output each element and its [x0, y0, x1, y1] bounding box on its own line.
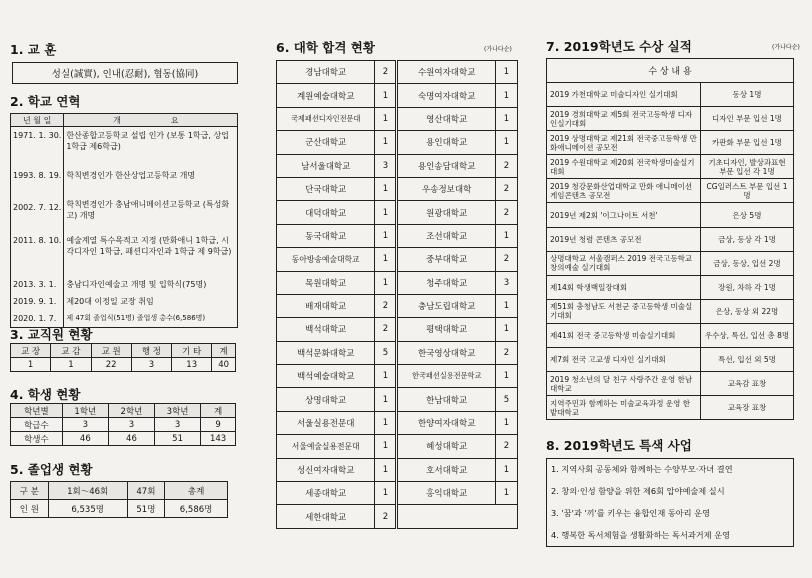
university-count: 1	[495, 224, 517, 247]
table-row	[11, 432, 236, 446]
history-date: 2002. 7. 12.	[11, 193, 64, 226]
award-prize: 은상, 동상 외 22명	[701, 299, 794, 323]
table-row	[547, 348, 794, 372]
award-event: 2019년 제2회 '이그나이트 서천'	[547, 203, 701, 227]
table-row	[547, 155, 794, 179]
students-header: 3학년	[155, 404, 201, 418]
university-name: 백석예술대학교	[277, 365, 375, 388]
right-column	[546, 0, 804, 578]
staff-header: 교 원	[91, 344, 131, 358]
motto-title: 1. 교 훈	[10, 42, 57, 57]
table-row	[11, 418, 236, 432]
university-name: 영산대학교	[397, 107, 495, 130]
history-event: 학칙변경인가 한산상업고등학교 개명	[64, 160, 238, 193]
history-date: 1993. 8. 19.	[11, 160, 64, 193]
awards-header: 수 상 내 용	[547, 59, 794, 83]
award-prize: 동상 1명	[701, 83, 794, 107]
university-name: 용인송담대학교	[397, 154, 495, 177]
project-item: 3. '꿈'과 '끼'를 키우는 융합인재 동아리 운영	[547, 503, 794, 525]
students-title: 4. 학생 현황	[10, 387, 81, 402]
students-header: 학년별	[11, 404, 63, 418]
university-name: 호서대학교	[397, 458, 495, 481]
university-count: 2	[495, 435, 517, 458]
award-prize: 디자인 부문 입선 1명	[701, 107, 794, 131]
table-row	[277, 131, 518, 154]
university-count: 1	[375, 131, 397, 154]
history-date: 1971. 1. 30.	[11, 127, 64, 160]
history-event: 제 47회 졸업식(51명) 졸업생 총수(6,586명)	[64, 310, 238, 328]
staff-header: 계	[212, 344, 236, 358]
project-item: 2. 창의·인성 함양을 위한 제6회 압야예술제 실시	[547, 481, 794, 503]
university-name: 조선대학교	[397, 224, 495, 247]
left-column	[10, 0, 242, 578]
university-count: 3	[375, 154, 397, 177]
table-row	[11, 293, 238, 310]
graduates-cell: 6,535명	[48, 500, 127, 518]
university-count: 3	[495, 271, 517, 294]
university-name: 백석대학교	[277, 318, 375, 341]
table-row	[277, 201, 518, 224]
table-row	[11, 193, 238, 226]
list-item	[547, 525, 794, 547]
students-cell: 학급수	[11, 418, 63, 432]
university-count: 1	[375, 458, 397, 481]
graduates-header: 총계	[165, 482, 228, 500]
students-cell: 46	[108, 432, 154, 446]
university-count: 1	[495, 365, 517, 388]
award-prize: 금상, 동상 각 1명	[701, 227, 794, 251]
university-count: 2	[495, 154, 517, 177]
award-prize: 카판화 부문 입선 1명	[701, 131, 794, 155]
award-event: 제14회 학생백일장대회	[547, 275, 701, 299]
university-name: 청주대학교	[397, 271, 495, 294]
table-row	[277, 482, 518, 505]
students-table	[10, 403, 236, 446]
university-count: 1	[375, 177, 397, 200]
students-cell: 3	[155, 418, 201, 432]
graduates-header: 1회～46회	[48, 482, 127, 500]
students-cell: 3	[108, 418, 154, 432]
university-name: 한국영상대학교	[397, 341, 495, 364]
university-name: 충남도립대학교	[397, 294, 495, 317]
staff-header-row	[11, 344, 236, 358]
staff-value: 40	[212, 358, 236, 372]
university-count: 1	[495, 411, 517, 434]
staff-value: 3	[131, 358, 171, 372]
university-count: 1	[495, 458, 517, 481]
award-event: 제51회 충청남도 서천군 중고등학생 미술실기대회	[547, 299, 701, 323]
award-event: 지역주민과 함께하는 미술교육과정 운영 한밭대학교	[547, 396, 701, 420]
table-row	[547, 251, 794, 275]
staff-value: 13	[172, 358, 212, 372]
awards-order-note: (가나다순)	[772, 44, 800, 51]
university-count: 2	[495, 201, 517, 224]
table-row	[11, 226, 238, 276]
table-row	[547, 203, 794, 227]
university-name: 경남대학교	[277, 61, 375, 84]
table-row	[277, 84, 518, 107]
university-count: 1	[375, 201, 397, 224]
university-count: 5	[495, 388, 517, 411]
university-name: 중부대학교	[397, 248, 495, 271]
history-event: 제20대 이정일 교장 취임	[64, 293, 238, 310]
staff-value: 22	[91, 358, 131, 372]
university-count: 1	[495, 318, 517, 341]
table-row	[277, 388, 518, 411]
table-row	[277, 458, 518, 481]
award-event: 상명대학교 서울캠퍼스 2019 전국고등학교 창의예술 실기대회	[547, 251, 701, 275]
history-event: 한산종합고등학교 설립 인가 (보통 1학급, 상업 1학급 제6학급)	[64, 127, 238, 160]
university-count: 1	[375, 435, 397, 458]
history-header-summary-2: 요	[143, 114, 238, 127]
students-cell: 51	[155, 432, 201, 446]
history-header-summary-1: 개	[64, 114, 143, 127]
university-name: 숙명여자대학교	[397, 84, 495, 107]
staff-title: 3. 교직원 현황	[10, 327, 93, 342]
university-order-note: (가나다순)	[484, 46, 512, 53]
motto-box: 성실(誠實), 인내(忍耐), 협동(協同)	[12, 62, 238, 84]
staff-values-row	[11, 358, 236, 372]
history-event: 충남디자인예술고 개명 및 입학식(75명)	[64, 276, 238, 293]
awards-header-row	[547, 59, 794, 83]
university-count: 1	[375, 224, 397, 247]
table-row	[547, 372, 794, 396]
table-row	[11, 127, 238, 160]
university-name: 대덕대학교	[277, 201, 375, 224]
university-count: 2	[375, 294, 397, 317]
students-header: 1학년	[62, 404, 108, 418]
university-name: 남서울대학교	[277, 154, 375, 177]
students-header-row	[11, 404, 236, 418]
history-date: 2020. 1. 7.	[11, 310, 64, 328]
award-prize: 특선, 입선 외 5명	[701, 348, 794, 372]
university-name: 서울실용전문대	[277, 411, 375, 434]
award-prize: 은상 5명	[701, 203, 794, 227]
graduates-cell: 6,586명	[165, 500, 228, 518]
university-name: 상명대학교	[277, 388, 375, 411]
university-count: 2	[495, 341, 517, 364]
university-name: 한양여자대학교	[397, 411, 495, 434]
university-name: 수원여자대학교	[397, 61, 495, 84]
graduates-cell: 인 원	[11, 500, 49, 518]
university-name: 목원대학교	[277, 271, 375, 294]
projects-title: 8. 2019학년도 특색 사업	[546, 438, 692, 453]
middle-column	[276, 0, 528, 578]
table-row	[547, 83, 794, 107]
graduates-values-row	[11, 500, 228, 518]
graduates-header-row	[11, 482, 228, 500]
graduates-title: 5. 졸업생 현황	[10, 462, 93, 477]
table-row	[277, 341, 518, 364]
university-name: 동국대학교	[277, 224, 375, 247]
history-date: 2013. 3. 1.	[11, 276, 64, 293]
awards-title: 7. 2019학년도 수상 실적	[546, 39, 692, 54]
staff-value: 1	[11, 358, 51, 372]
university-count: 1	[375, 107, 397, 130]
table-row	[277, 248, 518, 271]
table-row	[547, 299, 794, 323]
project-item: 1. 지역사회 공동체와 함께하는 수양부모·자녀 결연	[547, 459, 794, 481]
list-item	[547, 503, 794, 525]
staff-value: 1	[51, 358, 91, 372]
award-prize: 금상, 동상, 입선 2명	[701, 251, 794, 275]
university-name: 홍익대학교	[397, 482, 495, 505]
award-event: 2019 경희대학교 제5회 전국고등학생 디자인실기대회	[547, 107, 701, 131]
university-name	[397, 505, 495, 528]
university-name: 배재대학교	[277, 294, 375, 317]
table-row	[547, 323, 794, 347]
university-title: 6. 대학 합격 현황	[276, 40, 375, 55]
history-header-date: 년 월 일	[11, 114, 64, 127]
award-event: 제7회 전국 고교생 디자인 실기대회	[547, 348, 701, 372]
university-count: 2	[375, 505, 397, 528]
project-item: 4. 행복한 독서체험을 생활화하는 독서과거제 운영	[547, 525, 794, 547]
graduates-header: 47회	[127, 482, 165, 500]
award-prize: 기초디자인, 발상과표현 부문 입선 각 1명	[701, 155, 794, 179]
award-prize: CG일러스트 부문 입선 1명	[701, 179, 794, 203]
staff-header: 기 타	[172, 344, 212, 358]
university-name: 백석문화대학교	[277, 341, 375, 364]
list-item	[547, 459, 794, 481]
award-prize: 우수상, 특선, 입선 총 8명	[701, 323, 794, 347]
university-count: 2	[495, 177, 517, 200]
students-header: 계	[201, 404, 236, 418]
table-row	[11, 276, 238, 293]
students-cell: 46	[62, 432, 108, 446]
table-row	[547, 107, 794, 131]
students-cell: 3	[62, 418, 108, 432]
table-row	[547, 179, 794, 203]
table-row	[547, 396, 794, 420]
university-count: 5	[375, 341, 397, 364]
university-name: 용인대학교	[397, 131, 495, 154]
table-row	[547, 227, 794, 251]
students-cell: 143	[201, 432, 236, 446]
university-count: 1	[375, 365, 397, 388]
staff-table	[10, 343, 236, 372]
history-date: 2019. 9. 1.	[11, 293, 64, 310]
university-count: 2	[495, 248, 517, 271]
history-table	[10, 113, 238, 328]
award-event: 2019 수원대학교 제20회 전국학생미술실기대회	[547, 155, 701, 179]
university-count: 1	[495, 482, 517, 505]
table-row	[277, 154, 518, 177]
university-table	[276, 60, 518, 529]
university-name: 국제패션디자인전문대	[277, 107, 375, 130]
university-name: 원광대학교	[397, 201, 495, 224]
staff-header: 교 장	[11, 344, 51, 358]
projects-box	[546, 458, 794, 547]
university-name: 서울예술실용전문대	[277, 435, 375, 458]
table-row	[277, 107, 518, 130]
award-event: 2019 상명대학교 제21회 전국중고등학생 만화애니메이션 공모전	[547, 131, 701, 155]
university-count	[495, 505, 517, 528]
university-name: 세한대학교	[277, 505, 375, 528]
table-row	[547, 275, 794, 299]
university-count: 1	[495, 294, 517, 317]
university-name: 계원예술대학교	[277, 84, 375, 107]
graduates-table	[10, 481, 228, 518]
history-header-row	[11, 114, 238, 127]
list-item	[547, 481, 794, 503]
university-name: 동아방송예술대학교	[277, 248, 375, 271]
university-name: 혜성대학교	[397, 435, 495, 458]
university-name: 한국패션실용전문학교	[397, 365, 495, 388]
table-row	[277, 318, 518, 341]
university-name: 단국대학교	[277, 177, 375, 200]
university-name: 한남대학교	[397, 388, 495, 411]
table-row	[11, 160, 238, 193]
award-prize: 장원, 차하 각 1명	[701, 275, 794, 299]
university-name: 우송정보대학	[397, 177, 495, 200]
students-cell: 학생수	[11, 432, 63, 446]
university-name: 세종대학교	[277, 482, 375, 505]
university-name: 성신여자대학교	[277, 458, 375, 481]
history-event: 예술계열 특수목적고 지정 (만화애니 1학급, 시각디자인 1학급, 패션디자인과 1학급 제 9학급)	[64, 226, 238, 276]
table-row	[277, 411, 518, 434]
university-count: 1	[495, 131, 517, 154]
university-name: 평택대학교	[397, 318, 495, 341]
table-row	[547, 131, 794, 155]
university-name: 군산대학교	[277, 131, 375, 154]
history-event: 학칙변경인가 충남애니메이션고등학교 (특성화고) 개명	[64, 193, 238, 226]
university-count: 1	[375, 388, 397, 411]
table-row	[277, 61, 518, 84]
university-count: 2	[375, 318, 397, 341]
table-row	[277, 365, 518, 388]
table-row	[277, 224, 518, 247]
award-event: 2019 청소년의 달 친구 사랑주간 운영 한남대학교	[547, 372, 701, 396]
university-count: 1	[375, 271, 397, 294]
history-title: 2. 학교 연혁	[10, 94, 81, 109]
university-count: 1	[375, 84, 397, 107]
university-count: 1	[375, 411, 397, 434]
table-row	[277, 435, 518, 458]
award-event: 2019 청강문화산업대학교 만화 애니메이션 게임콘텐츠 공모전	[547, 179, 701, 203]
award-event: 2019년 청렴 콘텐츠 공모전	[547, 227, 701, 251]
table-row	[277, 294, 518, 317]
awards-table	[546, 58, 794, 420]
staff-header: 교 감	[51, 344, 91, 358]
table-row	[277, 271, 518, 294]
staff-header: 행 정	[131, 344, 171, 358]
graduates-cell: 51명	[127, 500, 165, 518]
history-date: 2011. 8. 10.	[11, 226, 64, 276]
university-count: 1	[375, 482, 397, 505]
award-event: 제41회 전국 중고등학생 미술실기대회	[547, 323, 701, 347]
students-cell: 9	[201, 418, 236, 432]
table-row	[277, 505, 518, 528]
award-prize: 교육감 표창	[701, 372, 794, 396]
university-count: 1	[495, 84, 517, 107]
students-header: 2학년	[108, 404, 154, 418]
university-count: 1	[375, 248, 397, 271]
award-prize: 교육장 표창	[701, 396, 794, 420]
table-row	[277, 177, 518, 200]
university-count: 2	[375, 61, 397, 84]
graduates-header: 구 분	[11, 482, 49, 500]
university-count: 1	[495, 61, 517, 84]
university-count: 1	[495, 107, 517, 130]
award-event: 2019 가천대학교 미술디자인 실기대회	[547, 83, 701, 107]
